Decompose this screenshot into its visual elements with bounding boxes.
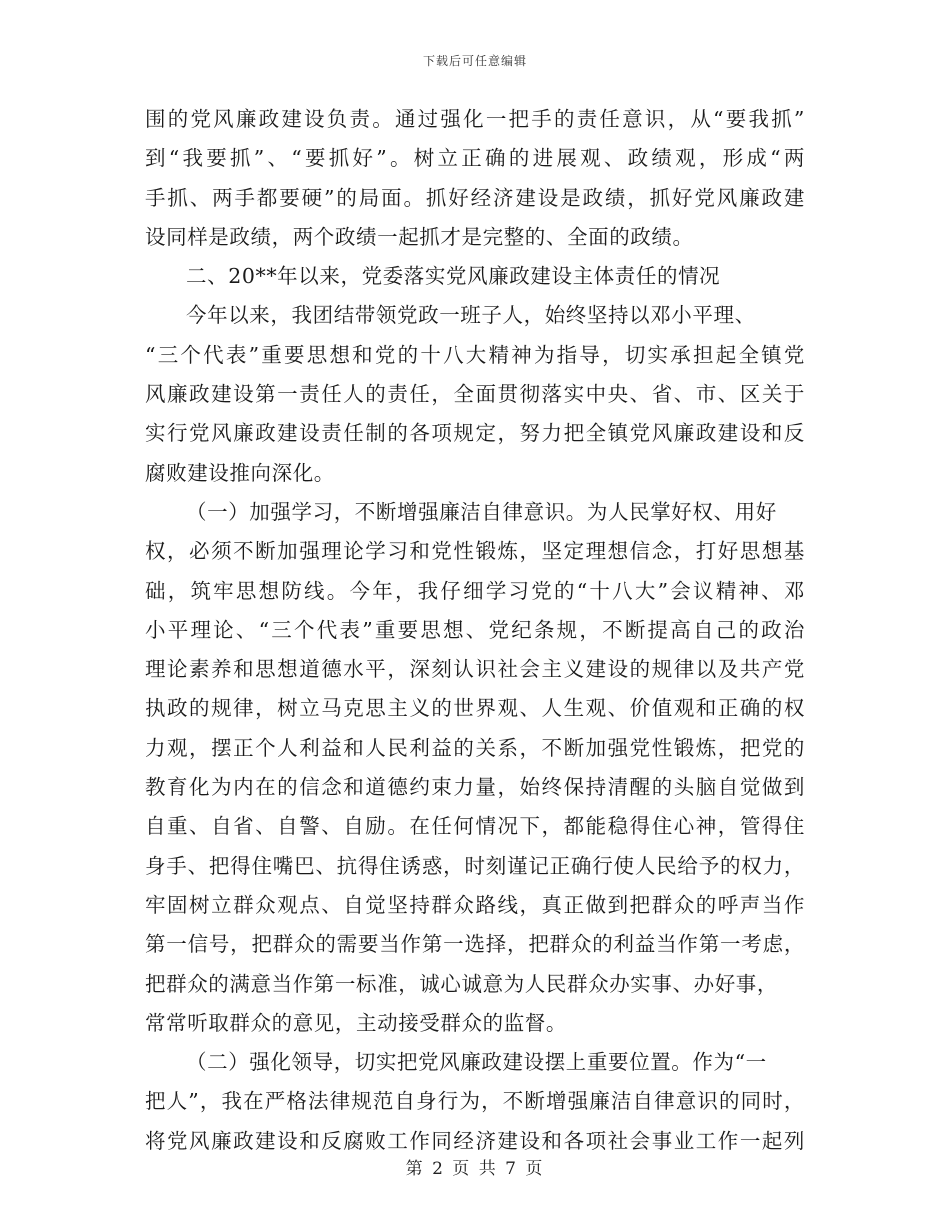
text-line: 牢固树立群众观点、自觉坚持群众路线，真正做到把群众的呼声当作 [145,892,805,917]
text-line: （二）强化领导，切实把党风廉政建设摆上重要位置。作为“一 [186,1050,767,1075]
text-line: 自重、自省、自警、自励。在任何情况下，都能稳得住心神，管得住 [145,814,805,839]
text-line: 权，必须不断加强理论学习和党性锻炼，坚定理想信念，打好思想基 [145,539,805,564]
text-line: 第一信号，把群众的需要当作第一选择，把群众的利益当作第一考虑， [145,932,805,957]
page-number: 第 2 页 共 7 页 [405,1159,545,1179]
text-line: “三个代表”重要思想和党的十八大精神为指导，切实承担起全镇党 [145,342,805,367]
document-body [145,100,805,1161]
text-line: 把人”，我在严格法律规范自身行为，不断增强廉洁自律意识的同时， [145,1089,805,1114]
text-line: 执政的规律，树立马克思主义的世界观、人生观、价值观和正确的权 [145,696,805,721]
text-line: 理论素养和思想道德水平，深刻认识社会主义建设的规律以及共产党 [145,657,805,682]
text-line: 今年以来，我团结带领党政一班子人，始终坚持以邓小平理、 [186,303,756,328]
text-line: 常常听取群众的意见，主动接受群众的监督。 [145,1010,567,1035]
text-line: 设同样是政绩，两个政绩一起抓才是完整的、全面的政绩。 [145,224,694,249]
text-line: 围的党风廉政建设负责。通过强化一把手的责任意识，从“要我抓” [145,107,805,131]
text-line: 力观，摆正个人利益和人民利益的关系，不断加强党性锻炼，把党的 [145,735,805,760]
text-line: 小平理论、“三个代表”重要思想、党纪条规，不断提高自己的政治 [145,617,805,642]
page-header-note: 下载后可任意编辑 [422,54,527,68]
text-line: 实行党风廉政建设责任制的各项规定，努力把全镇党风廉政建设和反 [145,421,805,446]
text-line: 身手、把得住嘴巴、抗得住诱惑，时刻谨记正确行使人民给予的权力， [145,853,805,878]
text-line: 风廉政建设第一责任人的责任，全面贯彻落实中央、省、市、区关于 [145,382,805,407]
text-line: 础，筑牢思想防线。今年，我仔细学习党的“十八大”会议精神、邓 [145,578,805,603]
text-line: 到“我要抓”、“要抓好”。树立正确的进展观、政绩观，形成“两 [145,146,805,171]
text-line: （一）加强学习，不断增强廉洁自律意识。为人民掌好权、用好 [186,499,777,524]
text-line: 把群众的满意当作第一标准，诚心诚意为人民群众办实事、办好事， [145,971,778,996]
section-heading: 二、20**年以来，党委落实党风廉政建设主体责任的情况 [186,264,721,289]
text-line: 将党风廉政建设和反腐败工作同经济建设和各项社会事业工作一起列 [145,1128,805,1153]
text-line: 教育化为内在的信念和道德约束力量，始终保持清醒的头脑自觉做到 [145,775,805,800]
text-line: 腐败建设推向深化。 [145,460,335,485]
text-line: 手抓、两手都要硬”的局面。抓好经济建设是政绩，抓好党风廉政建 [145,185,805,210]
